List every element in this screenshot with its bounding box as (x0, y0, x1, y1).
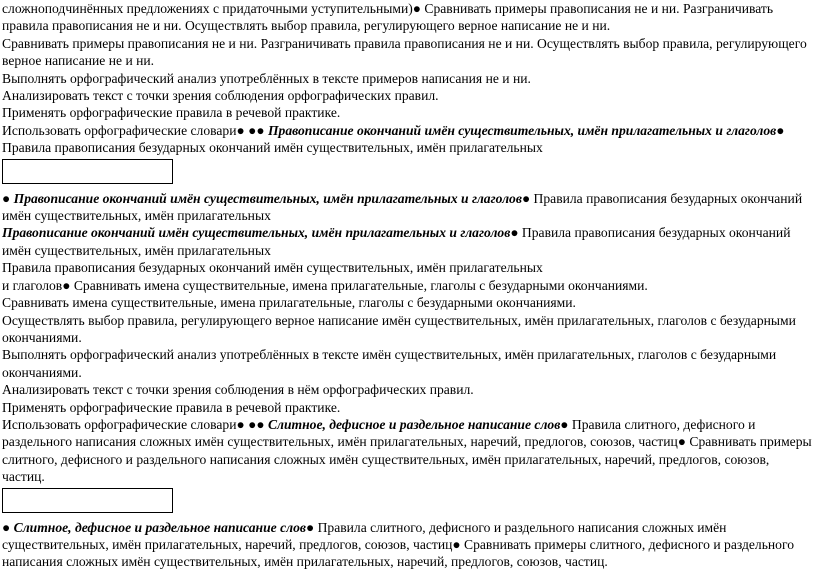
paragraph (2, 416, 814, 486)
text: Правила слитного, дефисного и раздельного написания сложных имён существительных, имён прилагательных, наречий, предлогов, союзов, частиц (2, 519, 727, 552)
text: Правила правописания безударных окончаний имён существительных, имён прилагательных (2, 140, 543, 156)
section-heading: Слитное, дефисное и раздельное написание слов (267, 416, 561, 432)
paragraph: Сравнивать имена существительные, имена прилагательные, глаголы с безударными окончаниями. (2, 295, 576, 311)
empty-frame (2, 159, 173, 184)
paragraph: Выполнять орфографический анализ употреблённых в тексте примеров написания не и ни. (2, 70, 531, 86)
section-heading: Правописание окончаний имён существительных, имён прилагательных и глаголов (267, 122, 777, 138)
section-heading: Правописание окончаний имён существительных, имён прилагательных и глаголов (13, 190, 522, 206)
paragraph (2, 190, 814, 225)
bullet-icon: ● (248, 416, 257, 432)
section-heading: Правописание окончаний имён существительных, имён прилагательных и глаголов (2, 225, 511, 241)
paragraph (2, 122, 814, 157)
text: Использовать орфографические словари (2, 416, 237, 432)
text: сложноподчинённых предложениях с придаточными уступительными) (2, 1, 413, 16)
paragraph: Сравнивать примеры правописания не и ни. Разграничивать правила правописания не и ни. Осуществлять выбор правила, регулирующего верное написание не и ни. (2, 35, 807, 69)
text: Правила правописания безударных окончаний имён существительных, имён прилагательных (2, 190, 803, 224)
bullet-icon: ● (62, 277, 71, 293)
paragraph: Осуществлять выбор правила, регулирующего верное написание имён существительных, имён прилагательных, глаголов с безударными окончаниями. (2, 312, 796, 345)
paragraph (2, 224, 814, 259)
text: и глаголов (2, 277, 63, 293)
text: Правила слитного, дефисного и раздельного написания сложных имён существительных, имён прилагательных, наречий, предлогов, союзов, частиц (2, 416, 756, 450)
text: Сравнивать имена существительные, имена прилагательные, глаголы с безударными окончаниями. (70, 277, 648, 293)
paragraph: Анализировать текст с точки зрения соблюдения в нём орфографических правил. (2, 382, 474, 398)
bullet-icon: ● (256, 416, 265, 432)
bullet-icon: ● (305, 519, 315, 535)
paragraph (2, 519, 814, 571)
paragraph (2, 277, 814, 294)
bullet-icon: ● (452, 536, 461, 552)
empty-frame (2, 488, 173, 513)
paragraph: Применять орфографические правила в речевой практике. (2, 399, 341, 415)
bullet-icon: ● (560, 416, 569, 432)
paragraph: Выполнять орфографический анализ употреблённых в тексте имён существительных, имён прилагательных, глаголов с безударными окончаниями. (2, 347, 777, 380)
text: Правила правописания безударных окончаний имён существительных, имён прилагательных (2, 225, 791, 258)
paragraph (2, 0, 814, 35)
bullet-icon: ● (510, 225, 519, 241)
bullet-icon: ● (236, 416, 245, 432)
bullet-icon: ● (677, 434, 686, 450)
bullet-icon: ● (2, 190, 11, 206)
paragraph: Анализировать текст с точки зрения соблюдения орфографических правил. (2, 88, 439, 104)
text: Сравнивать примеры слитного, дефисного и раздельного написания сложных имён существительных, имён прилагательных, наречий, предлогов, союзов, частиц. (2, 434, 812, 485)
section-heading: Слитное, дефисное и раздельное написание слов (13, 519, 306, 535)
bullet-icon: ● (776, 122, 785, 138)
text: Использовать орфографические словари (2, 122, 237, 138)
text: Сравнивать примеры слитного, дефисного и раздельного написания сложных имён существительных, имён прилагательных, наречий, предлогов, союзов, частиц. (2, 536, 795, 570)
bullet-icon: ● (236, 122, 245, 138)
bullet-icon: ● (248, 122, 257, 138)
text: Сравнивать примеры правописания не и ни. Разграничивать правила правописания не и ни. Осуществлять выбор правила, регулирующего верное написание не и ни. (2, 1, 774, 34)
paragraph: Применять орфографические правила в речевой практике. (2, 105, 341, 121)
paragraph: Правила правописания безударных окончаний имён существительных, имён прилагательных (2, 260, 543, 276)
bullet-icon: ● (412, 1, 421, 16)
bullet-icon: ● (256, 122, 265, 138)
bullet-icon: ● (521, 190, 531, 206)
bullet-icon: ● (2, 519, 11, 535)
